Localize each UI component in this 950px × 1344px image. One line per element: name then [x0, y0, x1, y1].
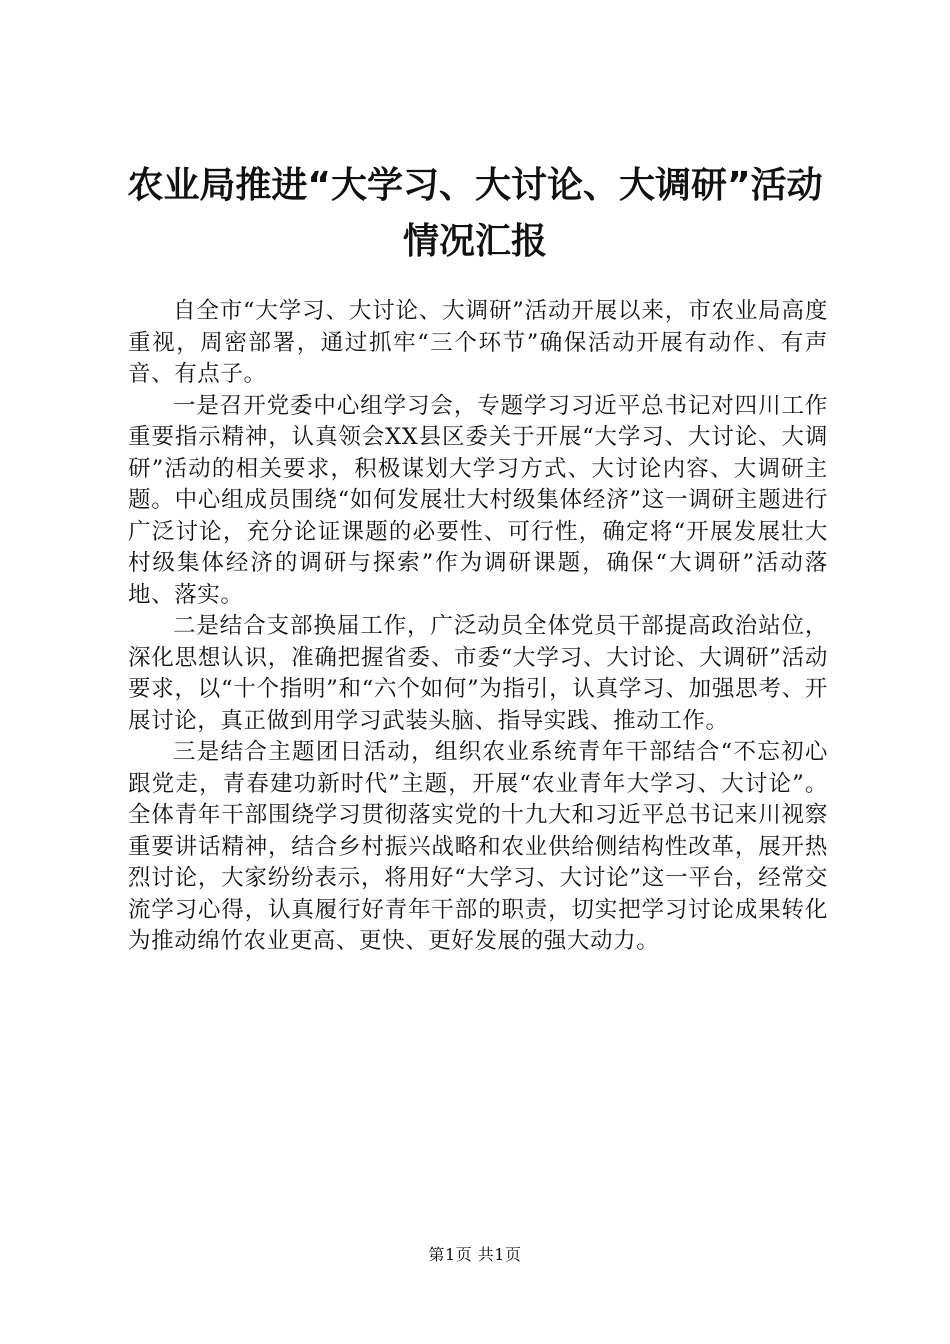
- title-line-1: 农业局推进“大学习、大讨论、大调研”活动: [127, 165, 823, 206]
- paragraph-second-point: 二是结合支部换届工作，广泛动员全体党员干部提高政治站位，深化思想认识，准确把握省委、市委“大学习、大讨论、大调研”活动要求，以“十个指明”和“六个如何”为指引，认真学习、加强思考、开展讨论，真正做到用学习武装头脑、指导实践、推动工作。: [128, 613, 828, 734]
- paragraph-intro: 自全市“大学习、大讨论、大调研”活动开展以来，市农业局高度重视，周密部署，通过抓牢“三个环节”确保活动开展有动作、有声音、有点子。: [128, 298, 828, 387]
- paragraph-third-point: 三是结合主题团日活动，组织农业系统青年干部结合“不忘初心跟党走，青春建功新时代”主题，开展“农业青年大学习、大讨论”。全体青年干部围绕学习贯彻落实党的十九大和习近平总书记来川视察重要讲话精神，结合乡村振兴战略和农业供给侧结构性改革，展开热烈讨论，大家纷纷表示，将用好“大学习、大讨论”这一平台，经常交流学习心得，认真履行好青年干部的职责，切实把学习讨论成果转化为推动绵竹农业更高、更快、更好发展的强大动力。: [128, 739, 828, 954]
- document-title: [100, 158, 850, 270]
- page-footer: 第1页 共1页: [428, 1245, 522, 1264]
- paragraph-first-point: 一是召开党委中心组学习会，专题学习习近平总书记对四川工作重要指示精神，认真领会XX县区委关于开展“大学习、大讨论、大调研”活动的相关要求，积极谋划大学习方式、大讨论内容、大调研主题。中心组成员围绕“如何发展壮大村级集体经济”这一调研主题进行广泛讨论，充分论证课题的必要性、可行性，确定将“开展发展壮大村级集体经济的调研与探索”作为调研课题，确保“大调研”活动落地、落实。: [128, 392, 828, 608]
- title-line-2: 情况汇报: [402, 221, 547, 262]
- document-body: [128, 296, 828, 958]
